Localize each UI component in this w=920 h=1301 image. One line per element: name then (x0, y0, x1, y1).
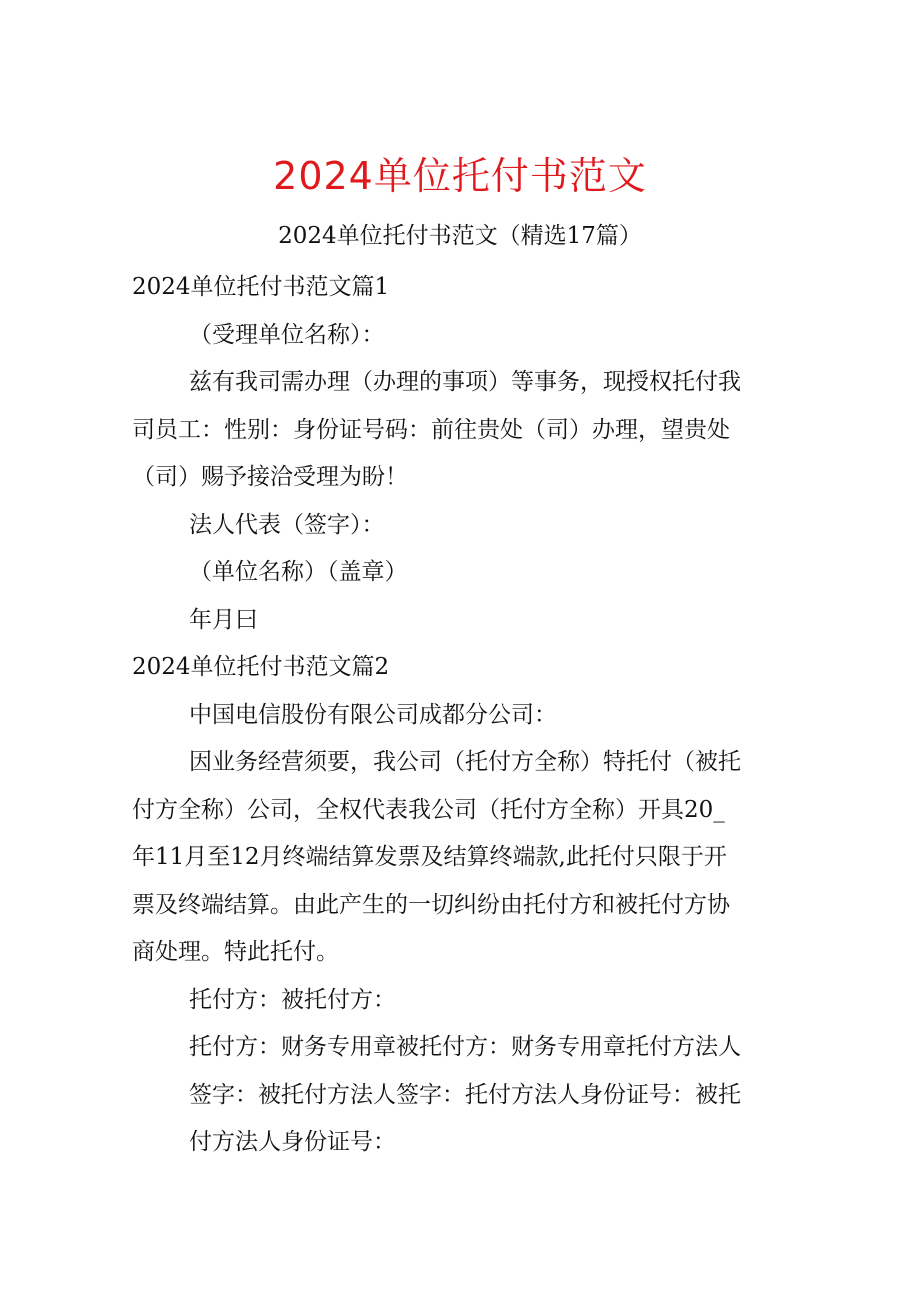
paragraph-line: 签字：被托付方法人签字：托付方法人身份证号：被托 (189, 1081, 741, 1108)
paragraph-line: 兹有我司需办理（办理的事项）等事务，现授权托付我 (189, 369, 741, 395)
paragraph-line: 中国电信股份有限公司成都分公司： (189, 701, 557, 728)
document-body (132, 264, 792, 1167)
paragraph-line: 年11月至12月终端结算发票及结算终端款,此托付只限于开 (132, 844, 727, 870)
document-title: 2024单位托付书范文 (273, 154, 647, 198)
paragraph-line: （司）赐予接洽受理为盼！ (132, 464, 408, 490)
document-subtitle: 2024单位托付书范文（精选17篇） (278, 223, 642, 249)
section-heading: 2024单位托付书范文篇2 (132, 654, 390, 680)
paragraph-line: 托付方：财务专用章被托付方：财务专用章托付方法人 (189, 1034, 741, 1060)
paragraph-line: 商处理。特此托付。 (132, 939, 339, 965)
paragraph-line: 付方全称）公司，全权代表我公司（托付方全称）开具20_ (132, 796, 725, 823)
paragraph-line: 年月曰 (189, 606, 258, 633)
paragraph-line: 票及终端结算。由此产生的一切纠纷由托付方和被托付方协 (132, 891, 730, 918)
paragraph-line: 司员工：性别：身份证号码：前往贵处（司）办理，望贵处 (132, 416, 730, 443)
paragraph-line: （单位名称）（盖章） (189, 559, 408, 585)
section-heading: 2024单位托付书范文篇1 (132, 274, 390, 300)
paragraph-line: 因业务经营须要，我公司（托付方全称）特托付（被托 (189, 749, 741, 775)
paragraph-line: 付方法人身份证号： (189, 1129, 396, 1155)
paragraph-line: 法人代表（签字）： (189, 511, 385, 538)
paragraph-line: 托付方：被托付方： (189, 986, 396, 1013)
paragraph-line: （受理单位名称）： (189, 321, 385, 348)
